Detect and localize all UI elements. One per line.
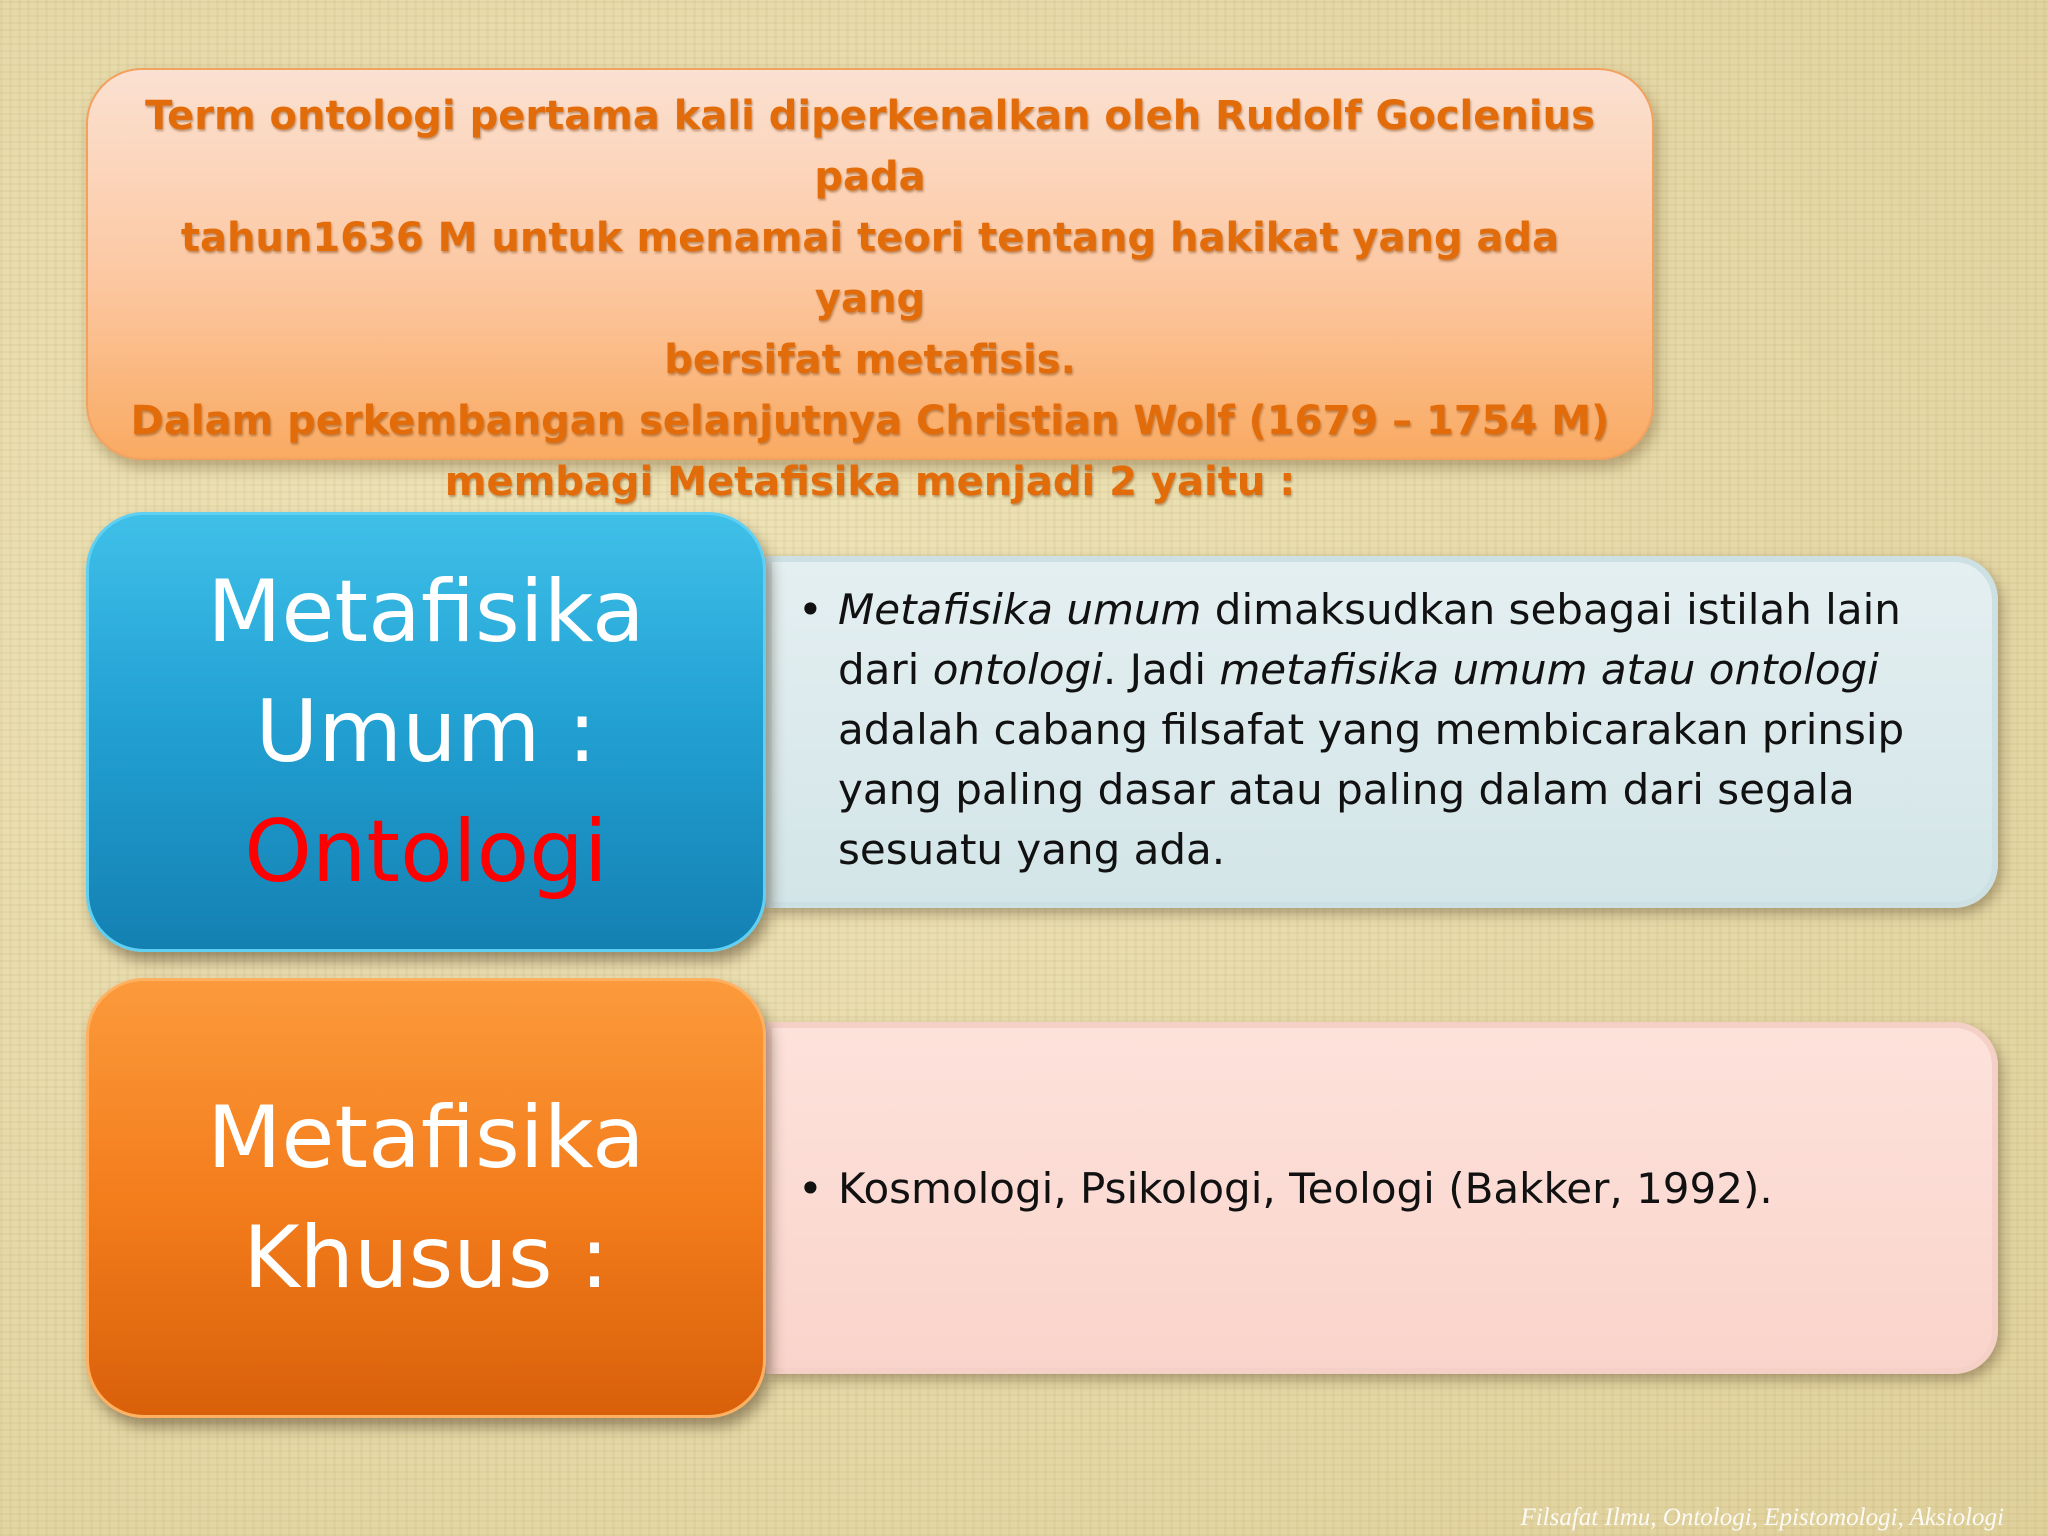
ontologi-label: Ontologi [244,802,608,902]
intro-line-4: Dalam perkembangan selanjutnya Christian Wolf (1679 – 1754 M) [130,398,1610,444]
desc-part-4: . Jadi [1102,645,1220,694]
metafisika-umum-label-line-2: Umum : [255,682,597,782]
metafisika-umum-label-line-1: Metafisika [207,562,645,662]
metafisika-umum-bullet [798,580,1932,880]
metafisika-khusus-description: Kosmologi, Psikologi, Teologi (Bakker, 1992). [838,1164,1773,1213]
metafisika-umum-description [838,580,1932,880]
desc-part-1: Metafisika umum [838,585,1202,634]
desc-part-2: dimaksudkan sebagai istilah lain dari [838,585,1901,694]
metafisika-khusus-bullet [798,1159,1773,1219]
desc-part-6: adalah cabang filsafat yang membicarakan prinsip yang paling dasar atau paling dalam dari segala sesuatu yang ada. [838,705,1905,874]
metafisika-umum-description-box [766,556,1998,908]
intro-box [86,68,1654,505]
intro-line-5: membagi Metafisika menjadi 2 yaitu : [444,459,1296,505]
bullet-icon: • [798,1164,823,1213]
intro-text [128,86,1612,513]
metafisika-khusus-label-box [86,978,766,1418]
desc-part-5: metafisika umum atau ontologi [1219,645,1879,694]
slide-footer: Filsafat Ilmu, Ontologi, Epistomologi, Aksiologi [1520,1504,2004,1531]
intro-line-2: tahun1636 M untuk menamai teori tentang hakikat yang ada yang [180,215,1560,322]
metafisika-umum-label-box [86,512,766,952]
intro-line-3: bersifat metafisis. [664,337,1076,383]
bullet-icon: • [798,585,823,634]
metafisika-khusus-description-box [766,1022,1998,1374]
intro-line-1: Term ontologi pertama kali diperkenalkan oleh Rudolf Goclenius pada [145,93,1595,200]
desc-part-3: ontologi [932,645,1103,694]
metafisika-khusus-label-line-2: Khusus : [243,1208,609,1308]
metafisika-khusus-label-line-1: Metafisika [207,1088,645,1188]
